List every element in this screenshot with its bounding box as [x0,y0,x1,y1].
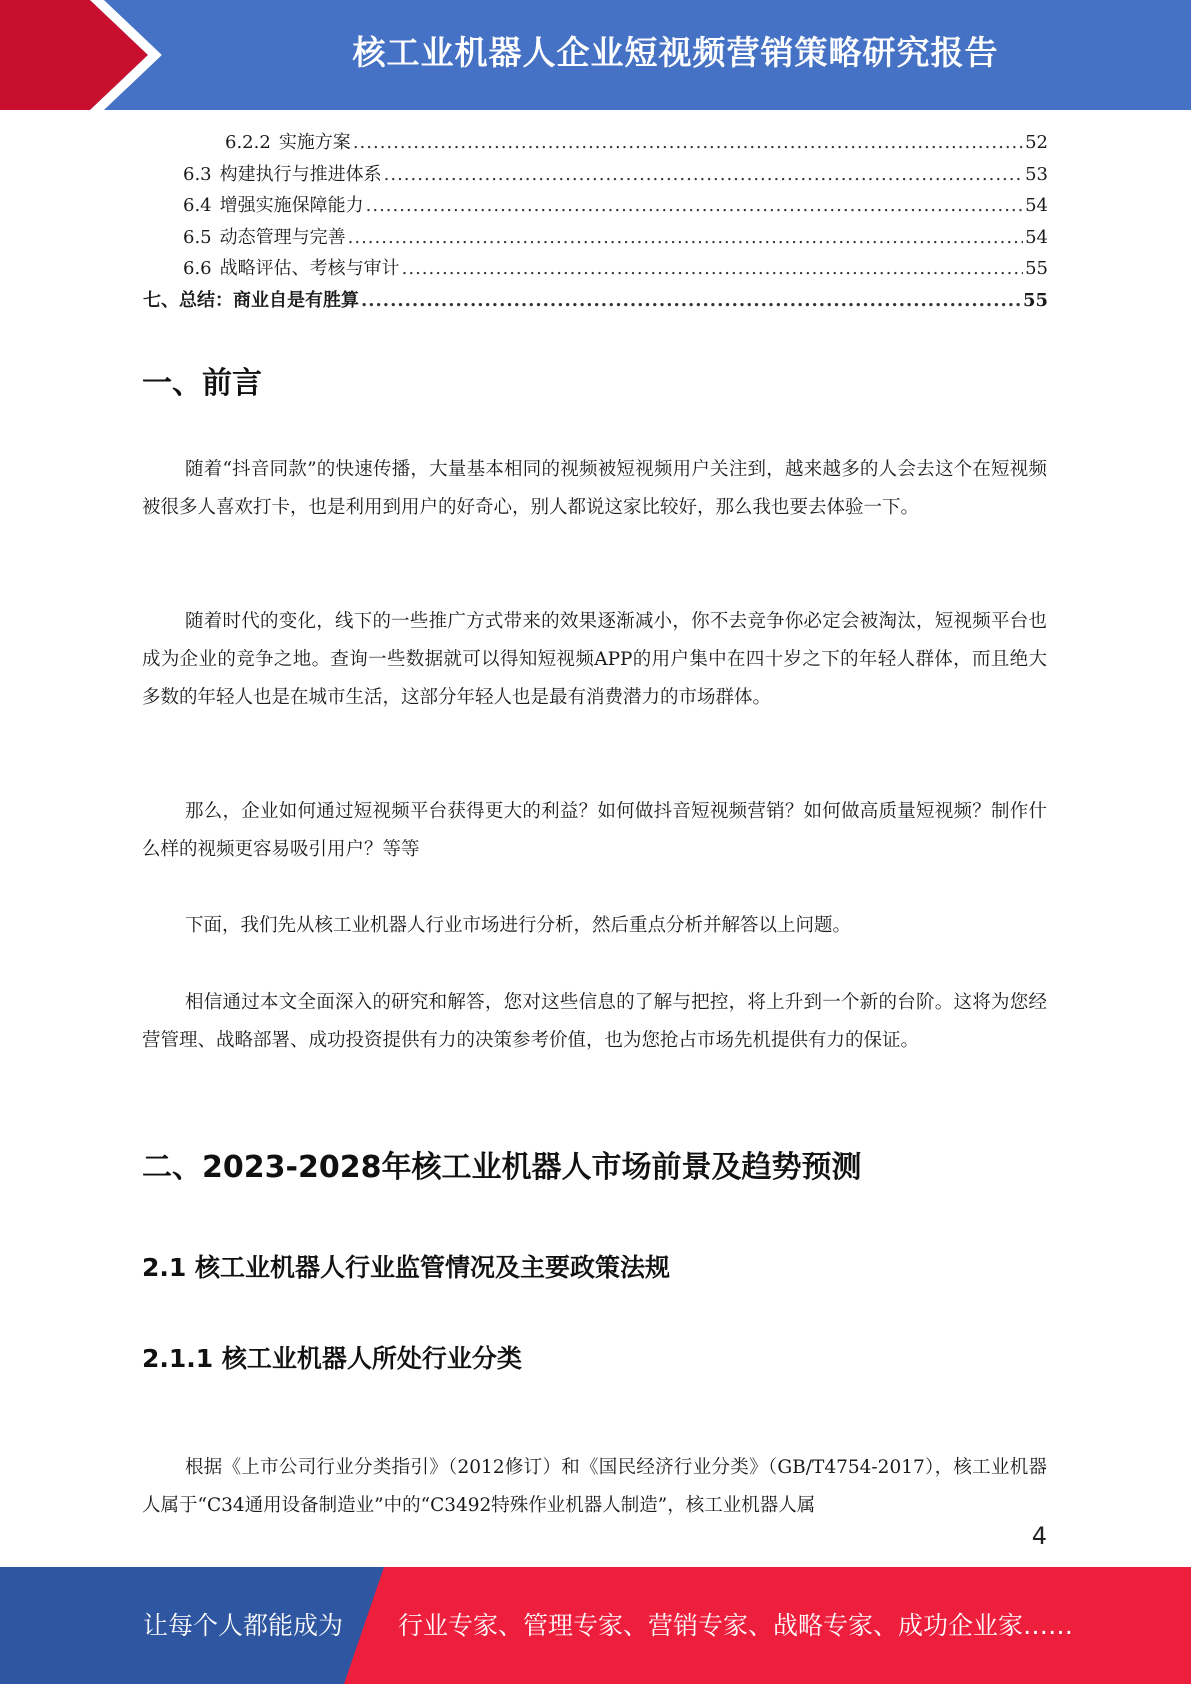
subsubsection-heading: 2.1.1 核工业机器人所处行业分类 [142,1344,522,1373]
toc-entry-label: 七、总结：商业自是有胜算 [143,289,359,311]
table-of-contents [143,128,1048,317]
toc-entry[interactable] [143,254,1048,286]
paragraph: 相信通过本文全面深入的研究和解答，您对这些信息的了解与把控，将上升到一个新的台阶。这将为您经营管理、战略部署、成功投资提供有力的决策参考价值，也为您抢占市场先机提供有力的保证。 [142,992,1047,1051]
paragraph: 根据《上市公司行业分类指引》（2012修订）和《国民经济行业分类》（GB/T4754-2017），核工业机器人属于“C34通用设备制造业”中的“C3492特殊作业机器人制造”，核工业机器人属 [142,1457,1047,1516]
paragraph: 那么，企业如何通过短视频平台获得更大的利益？如何做抖音短视频营销？如何做高质量短视频？制作什么样的视频更容易吸引用户？等等 [142,801,1047,860]
toc-entry-label: 构建执行与推进体系 [219,163,382,185]
toc-leader-dots [384,164,1023,185]
toc-entry-page: 54 [1025,195,1048,216]
toc-leader-dots [361,290,1021,311]
page-footer [0,1567,1191,1684]
toc-leader-dots [348,227,1023,248]
subsection-heading: 2.1 核工业机器人行业监管情况及主要政策法规 [142,1253,670,1282]
toc-entry-page: 55 [1022,289,1048,311]
footer-slogan-right: 行业专家、管理专家、营销专家、战略专家、成功企业家…… [398,1611,1074,1640]
toc-leader-dots [353,132,1023,153]
footer-slogan-left: 让每个人都能成为 [143,1611,344,1640]
page-number: 4 [1031,1522,1047,1550]
toc-entry-page: 55 [1025,258,1048,279]
toc-entry[interactable] [143,160,1048,192]
report-title: 核工业机器人企业短视频营销策略研究报告 [352,33,999,72]
toc-leader-dots [402,258,1023,279]
section-heading-market-outlook: 二、2023-2028年核工业机器人市场前景及趋势预测 [142,1150,862,1185]
toc-entry-number: 6.2.2 [225,132,271,153]
paragraph: 下面，我们先从核工业机器人行业市场进行分析，然后重点分析并解答以上问题。 [185,915,852,936]
toc-entry[interactable] [143,286,1048,318]
toc-entry-page: 53 [1025,163,1048,185]
toc-entry[interactable] [143,128,1048,160]
section-heading-preface: 一、前言 [142,366,262,401]
paragraph: 随着时代的变化，线下的一些推广方式带来的效果逐渐减小，你不去竞争你必定会被淘汰，短视频平台也成为企业的竞争之地。查询一些数据就可以得知短视频APP的用户集中在四十岁之下的年轻人群体，而且绝大多数的年轻人也是在城市生活，这部分年轻人也是最有消费潜力的市场群体。 [142,611,1047,708]
toc-entry-number: 6.6 [183,258,212,279]
toc-entry-number: 6.3 [183,163,212,185]
toc-entry[interactable] [143,223,1048,255]
toc-entry[interactable] [143,191,1048,223]
toc-leader-dots [366,195,1023,216]
page-header [0,0,1191,110]
toc-entry-page: 54 [1025,226,1048,248]
toc-entry-label: 增强实施保障能力 [219,195,364,216]
toc-entry-page: 52 [1025,132,1048,153]
toc-entry-label: 实施方案 [278,132,351,153]
toc-entry-number: 6.5 [183,226,212,248]
toc-entry-label: 战略评估、考核与审计 [219,258,400,279]
toc-entry-label: 动态管理与完善 [219,226,346,248]
toc-entry-number: 6.4 [183,195,212,216]
paragraph: 随着“抖音同款”的快速传播，大量基本相同的视频被短视频用户关注到，越来越多的人会去这个在短视频被很多人喜欢打卡，也是利用到用户的好奇心，别人都说这家比较好，那么我也要去体验一下。 [142,459,1047,518]
